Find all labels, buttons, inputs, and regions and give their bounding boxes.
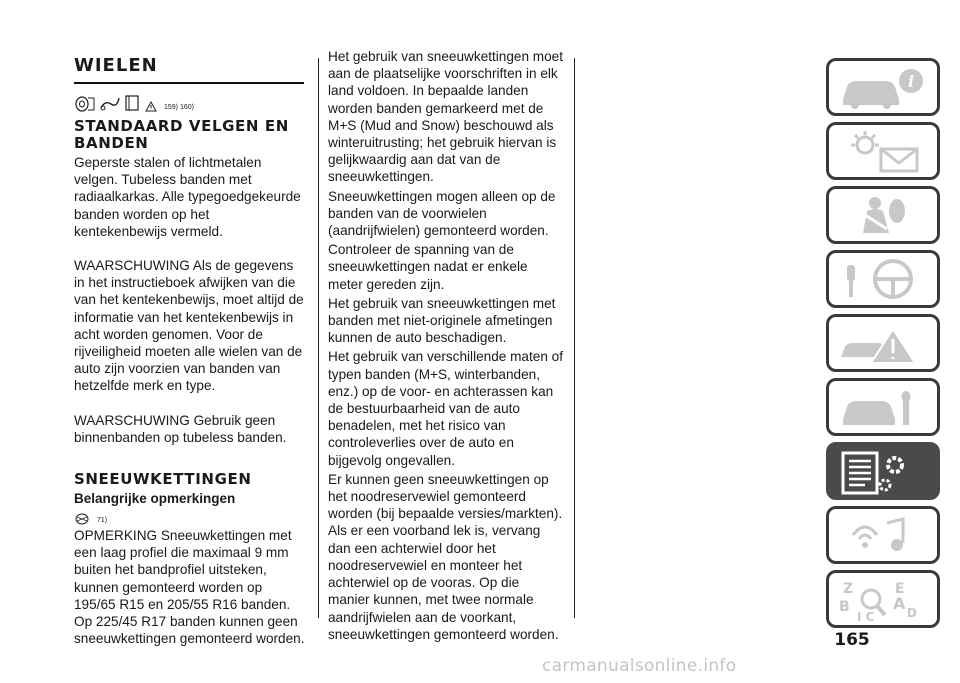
tab-index[interactable]	[826, 570, 940, 628]
title-rule	[74, 82, 304, 84]
paragraph: Het gebruik van verschillende maten of typen banden (M+S, winterbanden, enz.) op de voor- en achterassen kan de bestuurbaarheid van de auto benadelen, met het risico van controleverlies over de auto en bijgevolg ongevallen.	[328, 349, 563, 468]
paragraph: Het gebruik van sneeuwkettingen met banden met niet-originele afmetingen kunnen de auto beschadigen.	[328, 295, 556, 346]
maintenance-icon	[837, 385, 929, 431]
column-divider	[318, 58, 319, 618]
multimedia-icon	[837, 513, 929, 559]
paragraph: Geperste stalen of lichtmetalen velgen. Tubeless banden met radiaalkarkas. Alle typegoedgekeurde banden worden op het kentekenbewijs vermeld.	[74, 155, 301, 239]
wheel-icon	[74, 94, 96, 112]
watermark: carmanualsonline.info	[542, 656, 737, 676]
svg-text:D: D	[907, 606, 917, 620]
technical-data-icon	[837, 449, 929, 495]
left-column	[74, 48, 306, 647]
index-icon	[837, 577, 929, 623]
reference-numbers: 159) 160)	[164, 104, 194, 111]
svg-text:A: A	[893, 594, 906, 613]
svg-text:i: i	[908, 72, 915, 91]
tab-technical-data[interactable]	[826, 442, 940, 500]
subheading-important-notes: Belangrijke opmerkingen	[74, 491, 236, 507]
note-paragraph: OPMERKING Sneeuwkettingen met een laag profiel die maximaal 9 mm buiten het bandprofiel uitsteken, kunnen gemonteerd worden op 195/65 R15 en 205/55 R16 banden. Op 225/45 R17 banden kunnen geen sneeuwkettingen gemonteerd worden.	[74, 528, 305, 647]
warning-icon	[145, 101, 157, 112]
svg-text:E: E	[895, 581, 905, 597]
reference-icons	[74, 92, 306, 112]
reference-number: 71)	[97, 517, 108, 525]
tab-emergency[interactable]	[826, 314, 940, 372]
right-column	[328, 48, 564, 643]
driving-controls-icon	[837, 257, 929, 303]
safety-airbag-icon	[837, 193, 929, 239]
chain-icon	[74, 511, 90, 525]
book-icon	[124, 94, 142, 112]
paragraph: Controleer de spanning van de sneeuwkettingen nadat er enkele meter gereden zijn.	[328, 242, 528, 292]
emergency-icon	[837, 321, 929, 367]
warning-paragraph: WAARSCHUWING Als de gegevens in het instructieboek afwijken van die van het kentekenbewijs, moet altijd de informatie van het kentekenbewijs in acht worden genomen. Voor de rijveiligheid moeten alle wielen van de auto zijn voorzien van banden van hetzelfde merk en type.	[74, 258, 304, 394]
svg-text:I C: I C	[857, 610, 875, 623]
tab-multimedia[interactable]	[826, 506, 940, 564]
column-divider	[574, 58, 575, 618]
warning-lights-icon	[837, 129, 929, 175]
paragraph: Er kunnen geen sneeuwkettingen op het noodreservewiel gemonteerd worden (bij bepaalde versies/markten). Als er een voorband lek is, vervang dan een achterwiel door het noodreservewiel en monteer het achterwiel op de vooras. Op die manier kunnen, met twee normale aandrijfwielen aan de voorkant, sneeuwkettingen gemonteerd worden.	[328, 471, 563, 642]
svg-text:B: B	[839, 599, 850, 615]
chapter-tabs	[826, 58, 940, 634]
spanner-icon	[99, 94, 121, 112]
heading-standard-wheels: STANDAARD VELGEN EN BANDEN	[74, 117, 289, 152]
tab-car-info[interactable]	[826, 58, 940, 116]
tab-safety[interactable]	[826, 186, 940, 244]
section-title: WIELEN	[74, 55, 158, 76]
page-number: 165	[834, 630, 870, 650]
reference-icons	[74, 509, 306, 525]
tab-driving[interactable]	[826, 250, 940, 308]
car-info-icon	[837, 65, 929, 111]
paragraph: Sneeuwkettingen mogen alleen op de banden van de voorwielen (aandrijfwielen) gemonteerd worden.	[328, 188, 556, 239]
heading-snow-chains: SNEEUWKETTINGEN	[74, 470, 252, 489]
tab-maintenance[interactable]	[826, 378, 940, 436]
paragraph: Het gebruik van sneeuwkettingen moet aan de plaatselijke voorschriften in elk land voldoen. In bepaalde landen worden banden gemarkeerd met de M+S (Mud and Snow) beschouwd als winteruitrusting; het gebruik hiervan is gelijkwaardig aan dat van de sneeuwkettingen.	[328, 49, 564, 185]
svg-text:Z: Z	[843, 581, 854, 597]
tab-warning-lights[interactable]	[826, 122, 940, 180]
warning-paragraph: WAARSCHUWING Gebruik geen binnenbanden op tubeless banden.	[74, 412, 287, 445]
